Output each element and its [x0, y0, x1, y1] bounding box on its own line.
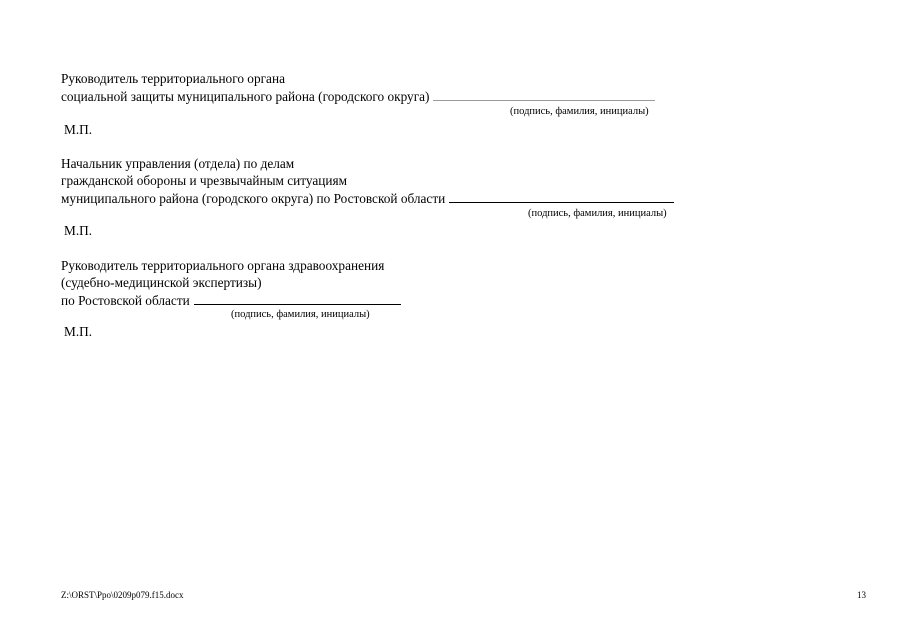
block3-signature-caption: (подпись, фамилия, инициалы) — [231, 309, 370, 320]
block2-stamp: М.П. — [64, 223, 93, 238]
footer-file-path: Z:\ORST\Ppo\0209p079.f15.docx — [61, 590, 184, 600]
block1-line2 — [61, 88, 655, 105]
block1-signature-line — [433, 88, 655, 101]
block2-line3 — [61, 190, 674, 207]
block1-line1: Руководитель территориального органа — [61, 71, 285, 86]
block3-line3 — [61, 292, 401, 309]
block3-stamp: М.П. — [64, 324, 93, 339]
block1-stamp: М.П. — [64, 122, 93, 137]
block1-signature-caption: (подпись, фамилия, инициалы) — [510, 106, 649, 117]
block3-line2: (судебно-медицинской экспертизы) — [61, 275, 262, 290]
block2-signature-caption: (подпись, фамилия, инициалы) — [528, 208, 667, 219]
block2-line1: Начальник управления (отдела) по делам — [61, 156, 295, 171]
block2-line3-text: муниципального района (городского округа) по Ростовской области — [61, 191, 446, 206]
block2-line2: гражданской обороны и чрезвычайным ситуациям — [61, 173, 348, 188]
block2-signature-line — [449, 190, 674, 203]
block1-line2-text: социальной защиты муниципального района (городского округа) — [61, 89, 430, 104]
block3-line1: Руководитель территориального органа здравоохранения — [61, 258, 385, 273]
page-number: 13 — [857, 590, 866, 600]
block3-line3-text: по Ростовской области — [61, 293, 190, 308]
block3-signature-line — [194, 292, 401, 305]
